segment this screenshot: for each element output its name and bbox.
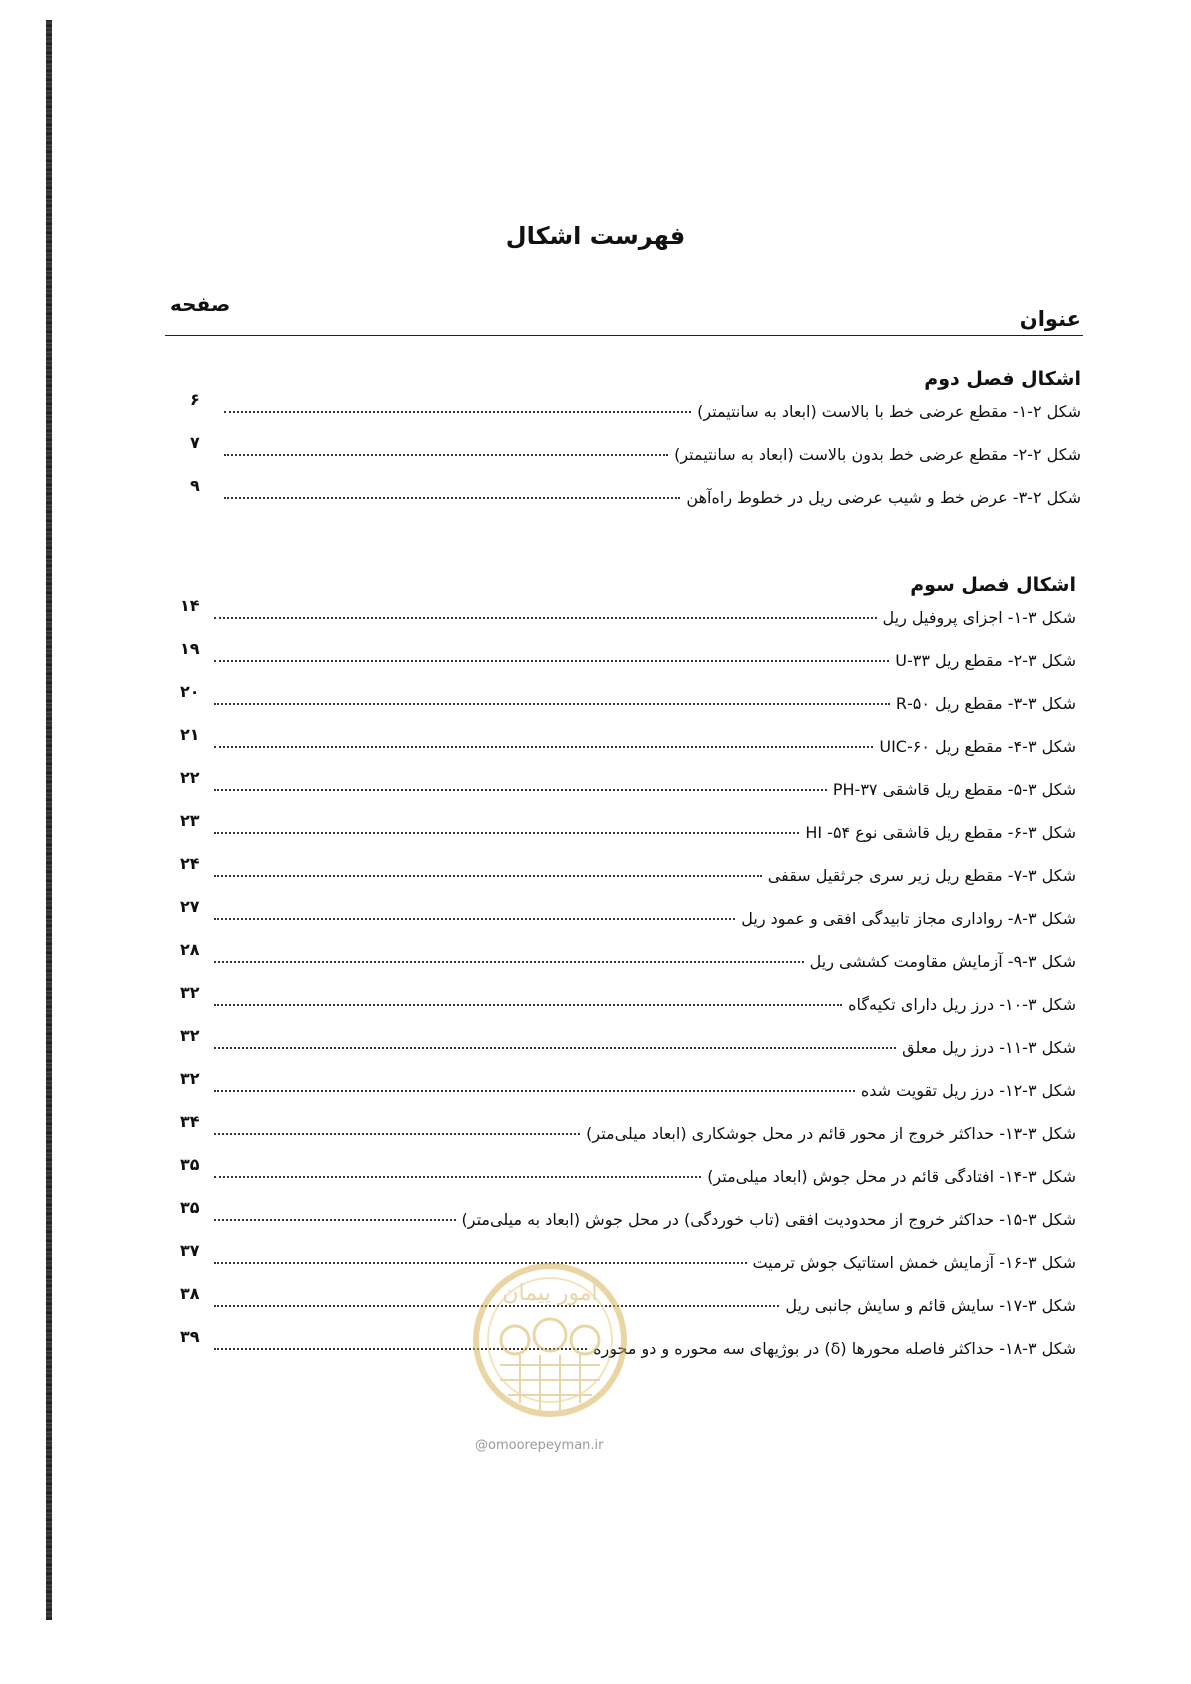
toc-entry[interactable] [180, 1112, 1076, 1167]
toc-entry[interactable] [180, 725, 1076, 780]
dot-leader [214, 617, 877, 619]
toc-entry-label: شکل ۳-۶- مقطع ریل قاشقی نوع ۵۴- HI [805, 823, 1076, 842]
toc-entry[interactable] [190, 433, 1081, 488]
toc-entry-label: شکل ۳-۲- مقطع ریل ۳۳-U [895, 651, 1076, 670]
section-chapter-2 [190, 368, 1081, 531]
toc-entry[interactable] [180, 639, 1076, 694]
dot-leader [214, 789, 827, 791]
gear-icon [534, 1319, 566, 1351]
toc-entry-page: ۳۲ [180, 983, 200, 1002]
toc-entry[interactable] [180, 1069, 1076, 1124]
toc-entry-label: شکل ۳-۱۰- درز ریل دارای تکیه‌گاه [848, 995, 1076, 1014]
toc-entry-page: ۲۲ [180, 768, 200, 787]
toc-entry-page: ۳۲ [180, 1026, 200, 1045]
dot-leader [214, 1004, 842, 1006]
toc-entry[interactable] [180, 596, 1076, 651]
column-header-title: عنوان [1019, 307, 1081, 331]
toc-entry-label: شکل ۳-۷- مقطع ریل زیر سری جرثقیل سقفی [767, 866, 1076, 885]
toc-entry-label: شکل ۲-۱- مقطع عرضی خط با بالاست (ابعاد به سانتیمتر) [697, 402, 1081, 421]
dot-leader [224, 411, 691, 413]
toc-entry-page: ۲۷ [180, 897, 200, 916]
toc-entry-page: ۹ [190, 476, 200, 495]
section-heading: اشکال فصل دوم [924, 368, 1081, 390]
toc-entry[interactable] [180, 983, 1076, 1038]
toc-entry-page: ۲۴ [180, 854, 200, 873]
dot-leader [214, 703, 890, 705]
toc-entry-label: شکل ۳-۵- مقطع ریل قاشقی ۳۷-PH [832, 780, 1076, 799]
toc-entry-label: شکل ۳-۱۷- سایش قائم و سایش جانبی ریل [785, 1296, 1076, 1315]
toc-entry-label: شکل ۳-۱۱- درز ریل معلق [902, 1038, 1076, 1057]
watermark-url: @omoorepeyman.ir [475, 1438, 604, 1453]
toc-entry-label: شکل ۳-۱۳- حداکثر خروج از محور قائم در محل جوشکاری (ابعاد میلی‌متر) [586, 1124, 1076, 1143]
toc-entry[interactable] [180, 1026, 1076, 1081]
toc-entry-page: ۳۸ [180, 1284, 200, 1303]
dot-leader [214, 1133, 580, 1135]
section-heading: اشکال فصل سوم [910, 574, 1076, 596]
toc-entry-label: شکل ۳-۱۲- درز ریل تقویت شده [860, 1081, 1076, 1100]
toc-entry[interactable] [190, 390, 1081, 445]
dot-leader [224, 454, 668, 456]
dot-leader [224, 497, 680, 499]
toc-entry-label: شکل ۳-۱- اجزای پروفیل ریل [882, 608, 1076, 627]
dot-leader [214, 660, 889, 662]
dot-leader [214, 1090, 855, 1092]
toc-entry-page: ۳۷ [180, 1241, 200, 1260]
toc-entry-label: شکل ۳-۸- رواداری مجاز تابیدگی افقی و عمود ریل [741, 909, 1076, 928]
toc-entry-label: شکل ۳-۹- آزمایش مقاومت کششی ریل [809, 952, 1076, 971]
toc-entry[interactable] [180, 682, 1076, 737]
toc-entry-page: ۲۰ [180, 682, 200, 701]
toc-entry[interactable] [190, 476, 1081, 531]
toc-entry-page: ۶ [190, 390, 200, 409]
toc-entry-label: شکل ۳-۱۸- حداکثر فاصله محورها (δ) در بوژیهای سه محوره و دو محوره [593, 1339, 1076, 1358]
toc-entry-page: ۲۳ [180, 811, 200, 830]
toc-entry-page: ۳۵ [180, 1198, 200, 1217]
toc-entry-page: ۳۵ [180, 1155, 200, 1174]
toc-entry-label: شکل ۲-۳- عرض خط و شیب عرضی ریل در خطوط راه‌آهن [686, 488, 1081, 507]
dot-leader [214, 746, 873, 748]
toc-entry[interactable] [180, 811, 1076, 866]
toc-entry-page: ۲۱ [180, 725, 200, 744]
toc-entry[interactable] [180, 1198, 1076, 1253]
toc-entry[interactable] [180, 897, 1076, 952]
toc-entry-page: ۱۹ [180, 639, 200, 658]
column-header-page: صفحه [170, 292, 231, 316]
scan-edge [46, 20, 52, 1620]
watermark-logo-text: امور پیمان [502, 1281, 598, 1306]
toc-entry[interactable] [180, 940, 1076, 995]
excavator-icon [571, 1326, 599, 1354]
toc-entry-label: شکل ۳-۳- مقطع ریل ۵۰-R [895, 694, 1076, 713]
toc-entry[interactable] [180, 854, 1076, 909]
dot-leader [214, 1176, 701, 1178]
scale-icon [501, 1326, 529, 1354]
toc-entry-label: شکل ۳-۱۶- آزمایش خمش استاتیک جوش ترمیت [752, 1253, 1076, 1272]
toc-entry-page: ۷ [190, 433, 200, 452]
dot-leader [214, 961, 804, 963]
toc-entry-page: ۱۴ [180, 596, 200, 615]
dot-leader [214, 875, 762, 877]
toc-entry-label: شکل ۲-۲- مقطع عرضی خط بدون بالاست (ابعاد به سانتیمتر) [674, 445, 1081, 464]
watermark-logo [470, 1255, 630, 1425]
toc-entry-page: ۳۴ [180, 1112, 200, 1131]
dot-leader [214, 832, 799, 834]
dot-leader [214, 1047, 896, 1049]
toc-entry-label: شکل ۳-۱۴- افتادگی قائم در محل جوش (ابعاد میلی‌متر) [707, 1167, 1076, 1186]
page-title: فهرست اشکال [505, 222, 686, 250]
toc-entry-page: ۳۹ [180, 1327, 200, 1346]
toc-entry-page: ۲۸ [180, 940, 200, 959]
dot-leader [214, 1219, 456, 1221]
toc-entry-label: شکل ۳-۴- مقطع ریل UIC-۶۰ [879, 737, 1076, 756]
toc-entry[interactable] [180, 768, 1076, 823]
toc-entry-page: ۳۲ [180, 1069, 200, 1088]
toc-entry-label: شکل ۳-۱۵- حداکثر خروج از محدودیت افقی (تاب خوردگی) در محل جوش (ابعاد به میلی‌متر) [461, 1210, 1076, 1229]
toc-entry[interactable] [180, 1155, 1076, 1210]
dot-leader [214, 918, 735, 920]
header-rule [165, 335, 1083, 336]
